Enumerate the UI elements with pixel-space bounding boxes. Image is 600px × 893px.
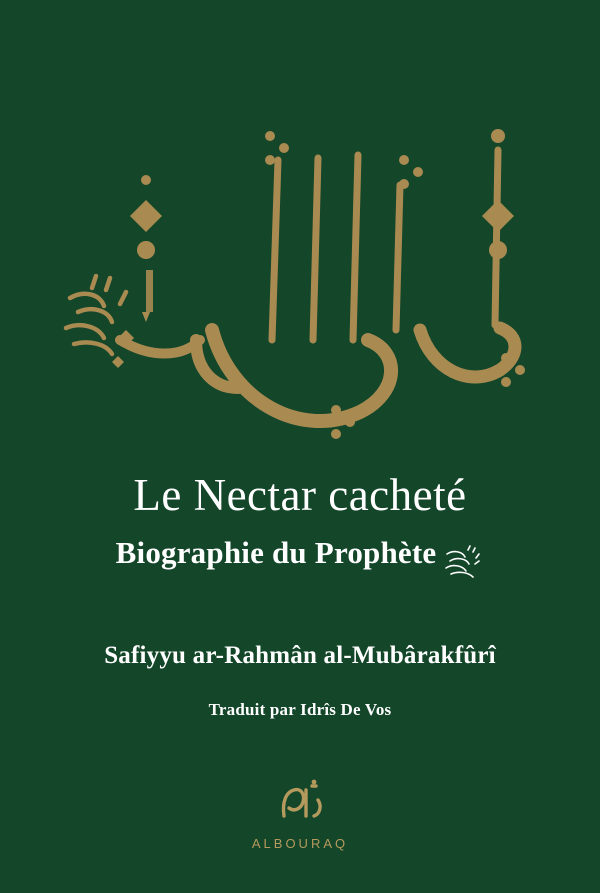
translator-credit: Traduit par Idrîs De Vos xyxy=(208,699,392,719)
book-subtitle: Biographie du Prophète xyxy=(115,534,437,570)
title-block xyxy=(0,470,600,720)
salawat-icon xyxy=(442,542,484,580)
albouraq-logo-icon xyxy=(272,776,328,828)
arabic-calligraphy xyxy=(0,40,600,460)
subtitle-row xyxy=(0,536,600,580)
publisher-block xyxy=(0,776,600,851)
book-title: Le Nectar cacheté xyxy=(133,470,467,520)
author-name: Safiyyu ar-Rahmân al-Mubârakfûrî xyxy=(104,641,496,669)
publisher-name: ALBOURAQ xyxy=(251,836,349,851)
